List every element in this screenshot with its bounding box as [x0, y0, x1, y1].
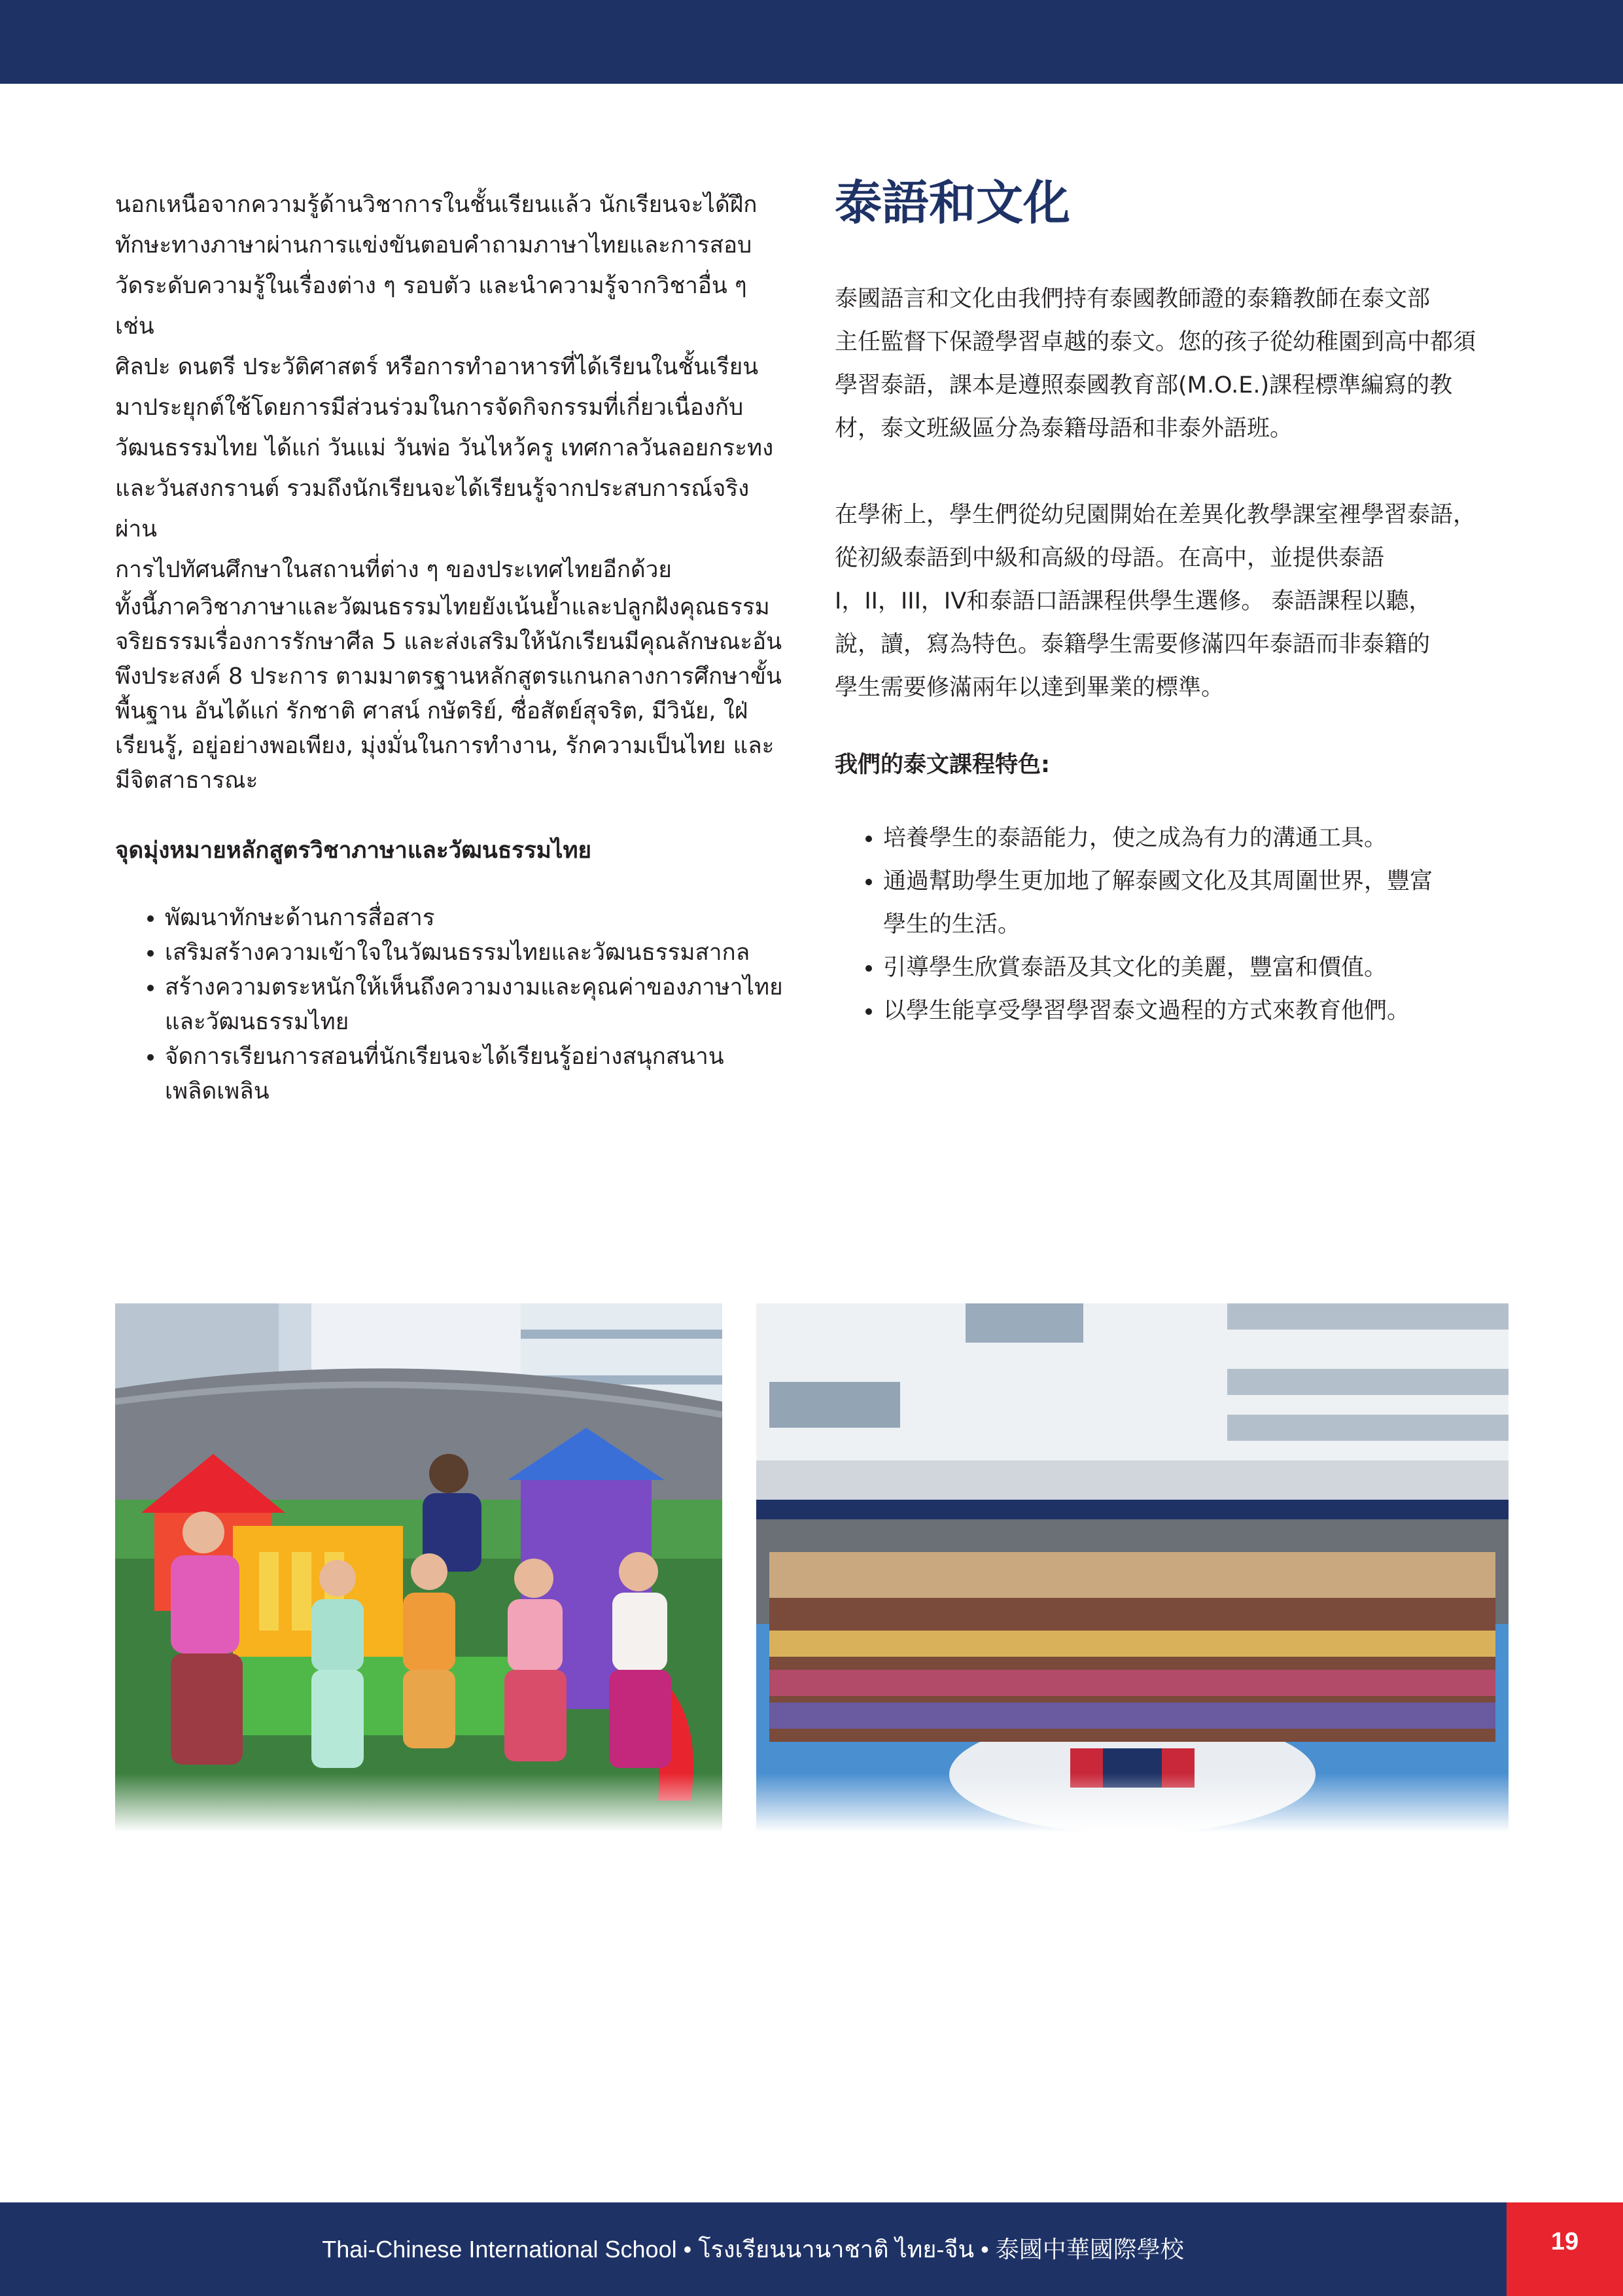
list-item — [883, 817, 1515, 860]
text-line: ศิลปะ ดนตรี ประวัติศาสตร์ หรือการทำอาหารที่ได้เรียนในชั้นเรียน — [115, 354, 759, 380]
list-item-text: 培養學生的泰語能力，使之成為有力的溝通工具。 — [883, 825, 1387, 851]
text-line: การไปทัศนศึกษาในสถานที่ต่าง ๆ ของประเทศไทยอีกด้วย — [115, 557, 672, 583]
photo-fade — [756, 1773, 1509, 1832]
playground-illustration — [115, 1303, 722, 1832]
photo-children-playground — [115, 1303, 722, 1832]
list-item — [165, 936, 789, 970]
text-line: 從初級泰語到中級和高級的母語。在高中，並提供泰語 — [835, 545, 1385, 571]
list-item-text: พัฒนาทักษะด้านการสื่อสาร — [165, 905, 435, 931]
thai-goals-heading: จุดมุ่งหมายหลักสูตรวิชาภาษาและวัฒนธรรมไทย — [115, 838, 592, 864]
text-line: เรียนรู้, อยู่อย่างพอเพียง, มุ่งมั่นในการทำงาน, รักความเป็นไทย และ — [115, 733, 775, 759]
text-line: พื้นฐาน อันได้แก่ รักชาติ ศาสน์ กษัตริย์, ซื่อสัตย์สุจริต, มีวินัย, ใฝ่ — [115, 698, 748, 724]
text-line: มีจิตสาธารณะ — [115, 768, 258, 794]
text-line: 主任監督下保證學習卓越的泰文。您的孩子從幼稚園到高中都須 — [835, 329, 1476, 355]
text-line: 在學術上，學生們從幼兒園開始在差異化教學課室裡學習泰語， — [835, 502, 1476, 528]
list-item-text: และวัฒนธรรมไทย — [165, 1009, 349, 1035]
photo-fade — [115, 1773, 722, 1832]
list-item — [165, 1040, 789, 1109]
thai-intro-paragraph — [115, 185, 789, 590]
text-line: จริยธรรมเรื่องการรักษาศีล 5 และส่งเสริมให้นักเรียนมีคุณลักษณะอัน — [115, 629, 782, 655]
page-title: 泰語和文化 — [835, 175, 1071, 230]
text-line: ทั้งนี้ภาควิชาภาษาและวัฒนธรรมไทยยังเน้นย้ำและปลูกฝังคุณธรรม — [115, 594, 770, 620]
courtyard-illustration — [756, 1303, 1509, 1832]
list-item-text: 學生的生活。 — [883, 911, 1021, 938]
list-item-text: 引導學生欣賞泰語及其文化的美麗，豐富和價值。 — [883, 955, 1387, 981]
list-item — [165, 901, 789, 936]
text-line: 材，泰文班級區分為泰籍母語和非泰外語班。 — [835, 415, 1293, 442]
list-item-text: สร้างความตระหนักให้เห็นถึงความงามและคุณค่าของภาษาไทย — [165, 974, 783, 1000]
text-line: 說，讀，寫為特色。泰籍學生需要修滿四年泰語而非泰籍的 — [835, 631, 1431, 658]
list-item-text: เพลิดเพลิน — [165, 1078, 270, 1104]
list-item-text: 以學生能享受學習學習泰文過程的方式來教育他們。 — [883, 998, 1410, 1024]
list-item — [883, 860, 1515, 946]
footer-school-name: Thai-Chinese International School • โรงเรียนนานาชาติ ไทย-จีน • 泰國中華國際學校 — [322, 2236, 1184, 2263]
text-line: 學生需要修滿兩年以達到畢業的標準。 — [835, 675, 1225, 701]
list-item — [165, 970, 789, 1040]
list-item-text: 通過幫助學生更加地了解泰國文化及其周圍世界，豐富 — [883, 868, 1433, 894]
chinese-paragraph-2 — [835, 493, 1515, 709]
chinese-features-heading: 我們的泰文課程特色: — [835, 752, 1050, 778]
list-item — [883, 989, 1515, 1033]
text-line: มาประยุกต์ใช้โดยการมีส่วนร่วมในการจัดกิจกรรมที่เกี่ยวเนื่องกับ — [115, 395, 744, 421]
text-line: พึงประสงค์ 8 ประการ ตามมาตรฐานหลักสูตรแกนกลางการศึกษาขั้น — [115, 663, 782, 690]
footer-bar — [0, 2202, 1623, 2296]
text-line: 學習泰語，課本是遵照泰國教育部(M.O.E.)課程標準編寫的教 — [835, 372, 1453, 398]
photo-group-courtyard — [756, 1303, 1509, 1832]
chinese-column — [835, 171, 1515, 1033]
chinese-paragraph-1 — [835, 277, 1515, 450]
page-number-box — [1507, 2202, 1623, 2296]
text-line: วัฒนธรรมไทย ได้แก่ วันแม่ วันพ่อ วันไหว้ครู เทศกาลวันลอยกระทง — [115, 435, 774, 461]
text-line: และวันสงกรานต์ รวมถึงนักเรียนจะได้เรียนรู้จากประสบการณ์จริงผ่าน — [115, 476, 750, 542]
chinese-features-list — [835, 817, 1515, 1033]
list-item — [883, 946, 1515, 989]
list-item-text: เสริมสร้างความเข้าใจในวัฒนธรรมไทยและวัฒนธรรมสากล — [165, 940, 750, 966]
thai-goals-list — [115, 901, 789, 1109]
text-line: วัดระดับความรู้ในเรื่องต่าง ๆ รอบตัว และนำความรู้จากวิชาอื่น ๆ เช่น — [115, 273, 747, 340]
thai-values-paragraph — [115, 590, 789, 798]
list-item-text: จัดการเรียนการสอนที่นักเรียนจะได้เรียนรู้อย่างสนุกสนาน — [165, 1044, 724, 1070]
header-bar — [0, 0, 1623, 84]
page-number: 19 — [1550, 2228, 1579, 2255]
thai-column — [115, 185, 789, 1109]
text-line: 泰國語言和文化由我們持有泰國教師證的泰籍教師在泰文部 — [835, 286, 1431, 312]
text-line: I，II，III，IV和泰語口語課程供學生選修。 泰語課程以聽， — [835, 588, 1432, 614]
text-line: ทักษะทางภาษาผ่านการแข่งขันตอบคำถามภาษาไทยและการสอบ — [115, 232, 752, 258]
text-line: นอกเหนือจากความรู้ด้านวิชาการในชั้นเรียนแล้ว นักเรียนจะได้ฝึก — [115, 192, 758, 218]
